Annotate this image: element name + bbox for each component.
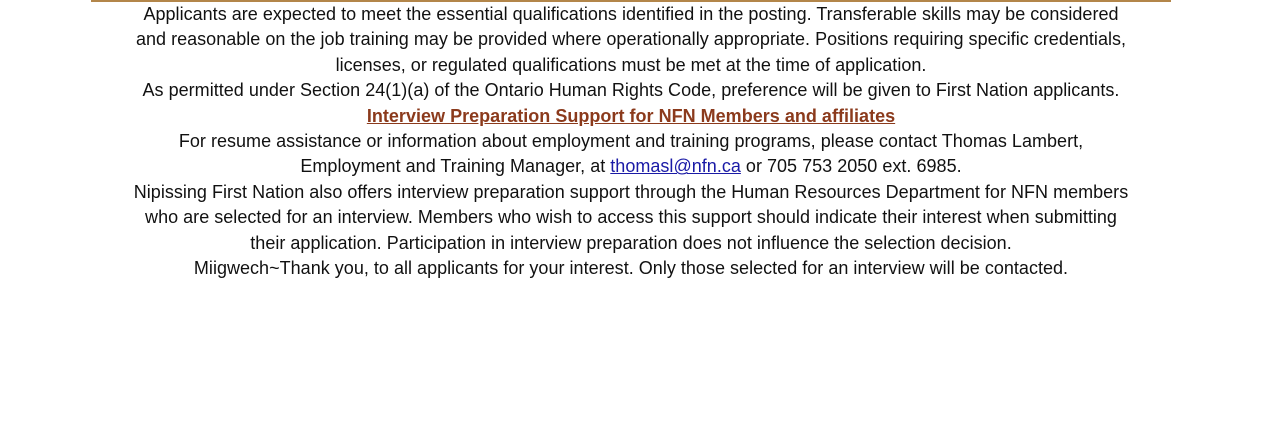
resume-line-2-start: Employment and Training Manager, at <box>300 156 611 177</box>
resume-line-2 <box>0 154 1262 179</box>
support-heading: Interview Preparation Support for NFN Members and affiliates <box>366 105 896 126</box>
interview-support-line-1: Nipissing First Nation also offers interview preparation support through the Human Resources Department for NFN members <box>133 181 1129 202</box>
qualifications-line-3: licenses, or regulated qualifications must be met at the time of application. <box>335 54 927 75</box>
document-body <box>0 2 1262 281</box>
qualifications-line-2: and reasonable on the job training may be provided where operationally appropriate. Positions requiring specific credentials, <box>135 29 1127 50</box>
interview-support-line-2: who are selected for an interview. Members who wish to access this support should indicate their interest when submitting <box>145 207 1117 228</box>
email-link[interactable]: thomasl@nfn.ca <box>610 156 741 177</box>
preference-statement: As permitted under Section 24(1)(a) of the Ontario Human Rights Code, preference will be given to First Nation applicants. <box>142 80 1120 101</box>
resume-line-2-end: or 705 753 2050 ext. 6985. <box>740 156 962 177</box>
closing-statement: Miigwech~Thank you, to all applicants for your interest. Only those selected for an interview will be contacted. <box>193 258 1069 279</box>
qualifications-line-1: Applicants are expected to meet the essential qualifications identified in the posting. Transferable skills may be considered <box>143 4 1119 24</box>
interview-support-line-3: their application. Participation in interview preparation does not influence the selection decision. <box>250 232 1012 253</box>
resume-line-1: For resume assistance or information about employment and training programs, please contact Thomas Lambert, <box>178 131 1084 152</box>
